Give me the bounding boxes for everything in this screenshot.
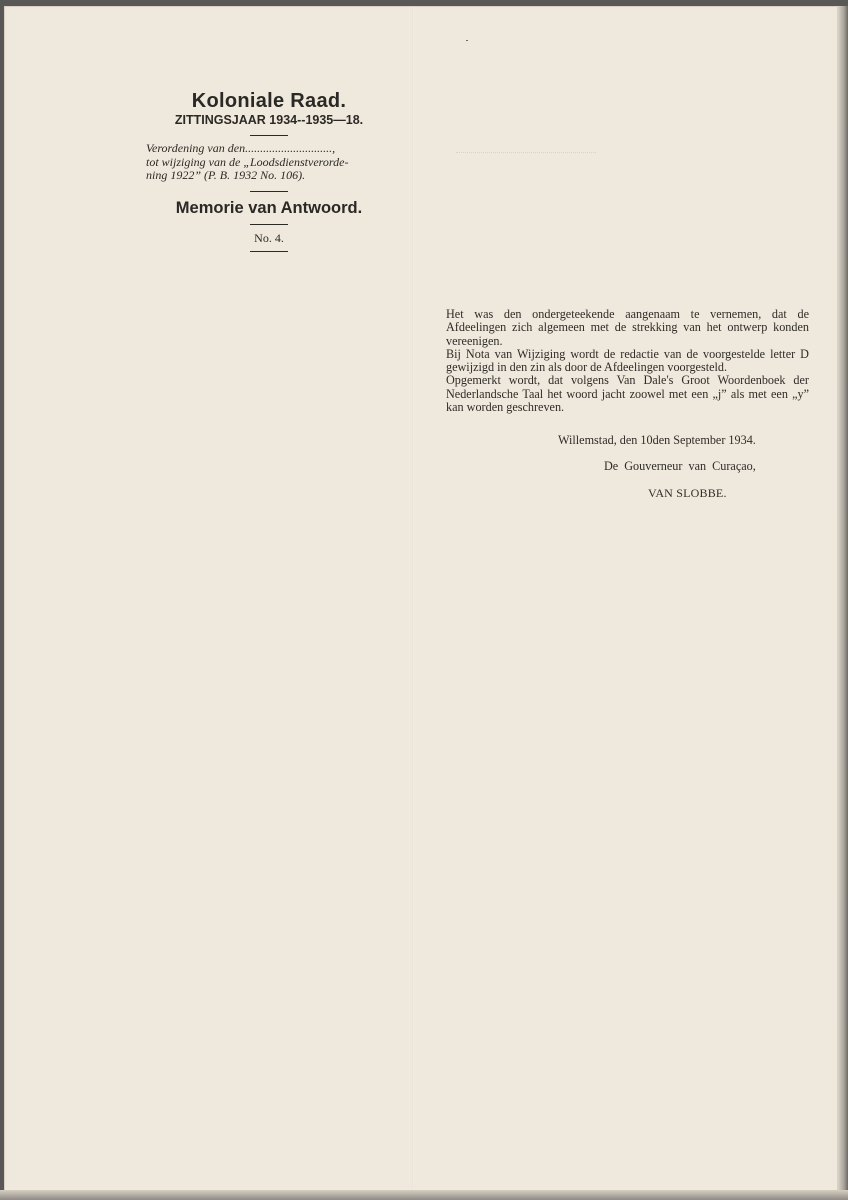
body-paragraph: Opgemerkt wordt, dat volgens Van Dale's Groot Woordenboek der Nederlandsche Taal het woord jacht zoowel met een „j” als met een „y” kan worden geschreven. xyxy=(446,373,809,415)
divider xyxy=(250,224,288,225)
council-title: Koloniale Raad. xyxy=(191,90,347,112)
page-fold xyxy=(412,6,414,1194)
document-header xyxy=(144,90,394,258)
paper-speck xyxy=(466,40,468,41)
divider xyxy=(250,135,288,136)
show-through-rule xyxy=(456,152,596,153)
memorie-body xyxy=(446,308,809,414)
document-page xyxy=(4,6,838,1194)
page-edge-shadow xyxy=(0,1190,848,1200)
document-type: Memorie van Antwoord. xyxy=(175,198,363,217)
body-paragraph: Het was den ondergeteekende aangenaam te vernemen, dat de Afdeelingen zich algemeen met de strekking van het ontwerp konden vereenigen. xyxy=(446,307,809,348)
body-paragraph: Bij Nota van Wijziging wordt de redactie van de voorgestelde letter D gewijzigd in den zin als door de Afdeelingen voorgesteld. xyxy=(446,346,809,375)
signature-name: VAN SLOBBE. xyxy=(648,486,727,500)
place-and-date: Willemstad, den 10den September 1934. xyxy=(558,433,756,447)
divider xyxy=(250,191,288,192)
document-number: No. 4. xyxy=(254,230,284,245)
page-edge-shadow xyxy=(838,6,848,1200)
divider xyxy=(250,251,288,252)
decree-line: tot wijziging van de „Loodsdienstverorde- xyxy=(146,154,349,169)
decree-subject xyxy=(146,142,394,183)
governor-title: De Gouverneur van Curaçao, xyxy=(604,459,756,473)
decree-line: Verordening van den............................., xyxy=(146,141,336,155)
session-year: ZITTINGSJAAR 1934--1935—18. xyxy=(174,113,364,127)
decree-line: ning 1922” (P. B. 1932 No. 106). xyxy=(146,168,306,182)
